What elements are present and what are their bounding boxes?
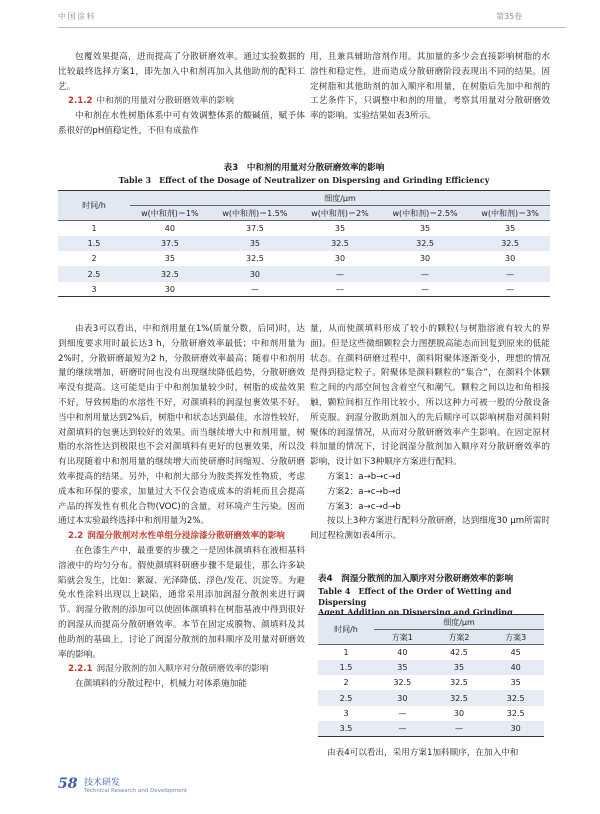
fineness-cell: — — [300, 282, 380, 297]
table4-caption-cn: 表4 润湿分散剂的加入顺序对分散研磨效率的影响 — [318, 574, 514, 584]
fineness-cell: — — [380, 282, 470, 297]
table-row — [318, 645, 544, 660]
fineness-cell: 32.5 — [506, 708, 525, 718]
paragraph: 用，且兼具辅助溶剂作用。其加量的多少会直接影响树脂的水溶性和稳定性，进而造成分散研磨阶段表现出不同的结果。固定树脂和其他助剂的加入顺序和用量，在树脂后先加中和剂的工艺条件下，只调整中和剂的用量，考察其用量对分散研磨效率的影响。实验结果如表3所示。 — [310, 52, 550, 122]
table-row — [318, 690, 544, 705]
fineness-cell: 32.5 — [246, 254, 264, 264]
table-row — [58, 221, 550, 236]
table4-caption-en-1: Table 4 Effect of the Order of Wetting and Dispersing — [318, 586, 512, 607]
time-cell: 2 — [343, 678, 349, 688]
paragraph: 包覆效果提高，进而提高了分散研磨效率。通过实验数据的比较最终选择方案1，即先加入中和剂再加入其他助剂的配料工艺。 — [58, 52, 305, 92]
fineness-cell: 35 — [510, 678, 521, 688]
time-cell: 1 — [91, 223, 97, 233]
fineness-cell: 32.5 — [506, 693, 525, 703]
scheme-2: 方案2：a→c→b→d — [327, 486, 401, 497]
column-header: w(中和剂)＝2.5% — [380, 206, 470, 221]
fineness-cell: 30 — [453, 708, 465, 718]
fineness-cell: 35 — [505, 223, 516, 233]
fineness-cell: 32.5 — [501, 238, 520, 248]
fineness-cell: — — [431, 721, 488, 736]
paragraph: 由表4可以看出，采用方案1加料顺序，在加入中和 — [327, 748, 519, 758]
fineness-cell: 32.5 — [450, 693, 468, 703]
fineness-cell: — — [374, 721, 431, 736]
time-header: 时间/h — [318, 615, 374, 645]
scheme-3: 方案3：a→c→d→b — [327, 501, 401, 512]
column-header: 方案3 — [487, 630, 544, 645]
col1-mid — [58, 322, 305, 692]
table-row — [58, 282, 550, 297]
fineness-cell: 32.5 — [393, 678, 412, 688]
table3-caption-cn: 表3 中和剂的用量对分散研磨效率的影响 — [223, 163, 385, 173]
fineness-cell: 37.5 — [160, 238, 179, 248]
column-header: w(中和剂)＝3% — [470, 206, 550, 221]
section-label-en: Technical Research and Development — [84, 788, 188, 794]
time-cell: 1.5 — [339, 662, 353, 672]
time-cell: 1 — [343, 647, 349, 657]
fineness-cell: 35 — [334, 223, 346, 233]
column-header: 方案1 — [374, 630, 431, 645]
fineness-cell: 45 — [510, 647, 521, 657]
section-label: 技术研发 — [84, 778, 121, 788]
fineness-cell: — — [470, 282, 550, 297]
fineness-cell: — — [398, 708, 407, 718]
col2-mid — [310, 322, 550, 544]
table3-caption — [58, 161, 550, 186]
fineness-cell: 32.5 — [160, 269, 179, 279]
time-cell: 1.5 — [87, 238, 101, 248]
fineness-cell: 42.5 — [450, 647, 468, 657]
fineness-cell: 35 — [419, 223, 431, 233]
section-heading-2-2-1: 2.2.1 润湿分散剂的加入顺序对分散研磨效率的影响 — [68, 664, 269, 675]
fineness-cell: 35 — [249, 238, 261, 248]
fineness-cell: 30 — [397, 693, 408, 703]
paragraph: 按以上3种方案进行配料分散研磨，达到细度30 μm所需时间过程检测如表4所示。 — [310, 516, 550, 542]
paragraph: 在色漆生产中，最重要的步骤之一是固体颜填料在液相基料溶液中的均匀分布。假使颜填料研磨步骤不是最佳，那么许多缺陷就会发生，比如：絮凝、光泽降低、浮色/发花、沉淀等。为避免水性涂料出现以上缺陷，通常采用添加润湿分散剂来进行调节。润湿分散剂的添加可以使固体颜填料在树脂基液中得到很好的润湿从而提高分散研磨效率。本节在固定成膜物、颜填料及其他助剂的基础上，讨论了润湿分散剂的加料顺序及用量对研磨效率的影响。 — [58, 545, 305, 660]
column-header: w(中和剂)＝2% — [300, 206, 380, 221]
fineness-cell: 30 — [249, 269, 261, 279]
table4 — [318, 614, 544, 737]
time-cell: 3 — [58, 282, 130, 297]
column-header: w(中和剂)＝1.5% — [210, 206, 300, 221]
fineness-cell: — — [421, 269, 430, 279]
fineness-cell: 35 — [164, 254, 175, 264]
table-row — [318, 675, 544, 690]
fineness-cell: 32.5 — [416, 238, 434, 248]
table-row — [58, 251, 550, 266]
fineness-cell: 32.5 — [331, 238, 349, 248]
table-row — [318, 706, 544, 721]
table3-caption-en: Table 3 Effect of the Dosage of Neutralizer on Dispersing and Grinding Efficiency — [118, 175, 490, 185]
page-number: 58 — [58, 776, 78, 792]
fineness-cell: — — [506, 269, 515, 279]
paragraph: 由表3可以看出，中和剂用量在1%(质量分数，后同)时，达到细度要求用时最长达3 h，分散研磨效率最低；中和剂用量为2%时，分散研磨最短为2 h，分散研磨效率最高；随着中和剂用量的继续增加，研磨时间也没有出现继续降低趋势，分散研磨效率没有提高。这可能是由于中和剂加量较少时，树脂的成盐效果不好，导致树脂的水溶性不好，对颜填料的润湿包裹效果不好。当中和剂用量达到2%后，树脂中和状态达到最佳，水溶性较好，对颜填料的包裹达到较好的效果。而当继续增大中和剂用量，树脂的水溶性达到极限也不会对颜填料有更好的包裹效果，所以没有出现随着中和剂用量的继续增大而使研磨时间缩短、分散研磨效率提高的结果。另外，中和剂大部分为胺类挥发性物质，考虑成本和环保的要求，加量过大不仅会造成成本的消耗而且会提高产品的挥发性有机化合物(VOC)的含量，对环境产生污染。因而通过本实验最终选择中和剂用量为2%。 — [58, 324, 305, 527]
fineness-cell: 40 — [164, 223, 175, 233]
table3 — [58, 190, 550, 297]
volume-label: 第35卷 — [496, 12, 523, 21]
fineness-cell: 37.5 — [246, 223, 264, 233]
journal-name: 中国涂料 — [58, 12, 96, 21]
col2-top — [310, 50, 550, 124]
table-row — [58, 236, 550, 251]
paragraph: 中和剂在水性树脂体系中可有效调整体系的酸碱值，赋予体系很好的pH值稳定性，不但有成盐作 — [58, 111, 305, 136]
time-cell: 2.5 — [87, 269, 101, 279]
fineness-cell: — — [335, 269, 344, 279]
fineness-header: 细度/μm — [374, 615, 544, 630]
table-row — [318, 721, 544, 736]
time-header: 时间/h — [58, 191, 130, 221]
fineness-cell: 30 — [419, 254, 431, 264]
fineness-cell: 35 — [453, 662, 465, 672]
fineness-cell: 30 — [130, 282, 210, 297]
fineness-cell: 32.5 — [450, 678, 468, 688]
section-heading-2-1-2: 2.1.2 中和剂的用量对分散研磨效率的影响 — [68, 96, 234, 107]
table4-caption-en-2: Agent Addition on Dispersing and Grinding Efficiency — [318, 607, 513, 627]
column-header: w(中和剂)＝1% — [130, 206, 210, 221]
fineness-cell: 30 — [334, 254, 346, 264]
time-cell: 3.5 — [318, 721, 374, 736]
fineness-cell: 40 — [510, 662, 521, 672]
fineness-cell: 30 — [505, 254, 516, 264]
column-header: 方案2 — [431, 630, 488, 645]
fineness-cell: 30 — [487, 721, 544, 736]
fineness-cell: 40 — [397, 647, 408, 657]
paragraph: 在颜填料的分散过程中，机械力对体系施加能 — [75, 679, 247, 690]
fineness-cell: 35 — [397, 662, 408, 672]
time-cell: 3 — [343, 708, 349, 718]
fineness-cell: — — [210, 282, 300, 297]
table-row — [58, 266, 550, 281]
fineness-header: 细度/μm — [130, 191, 550, 206]
section-heading-2-2: 2.2 润湿分散剂对水性单组分浸涂漆分散研磨效率的影响 — [68, 531, 285, 542]
time-cell: 2 — [91, 254, 97, 264]
time-cell: 2.5 — [339, 693, 353, 703]
col1-top — [58, 50, 305, 139]
scheme-1: 方案1：a→b→c→d — [327, 471, 401, 482]
paragraph: 量，从而使颜填料形成了较小的颗粒(与树脂溶液有较大的界面)。但是这些微细颗粒会力图摆脱高能态而回复到原来的低能状态。在颜料研磨过程中，颜料附聚体逐渐变小，理想的情况是得到稳定粒子。附聚体是颜料颗粒的“集合”，在颜料个体颗粒之间的内部空间包含着空气和潮气。颗粒之间以边和角相接触，颗粒间相互作用比较小，所以这种力可被一般的分散设备所克服。润湿分散助剂加入的先后顺序可以影响树脂对颜料附聚体的润湿情况，从而对分散研磨效率产生影响。在固定原材料加量的情况下，讨论润湿分散剂加入顺序对分散研磨效率的影响，设计如下3种顺序方案进行配料。 — [310, 324, 550, 468]
header-rule — [58, 27, 566, 28]
col2-bottom — [310, 746, 550, 761]
table-row — [318, 660, 544, 675]
